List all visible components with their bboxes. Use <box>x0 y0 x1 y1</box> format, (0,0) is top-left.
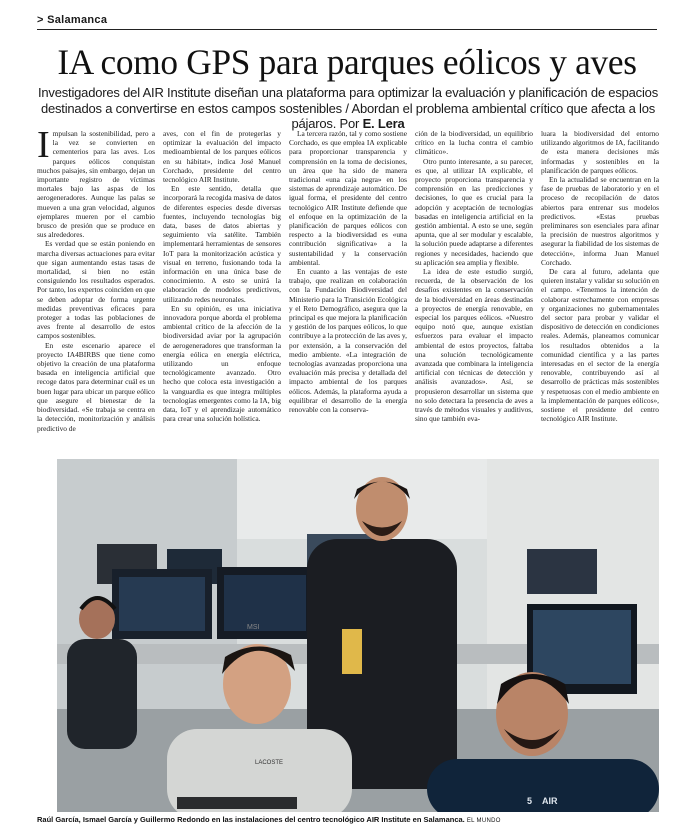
paragraph: Otro punto interesante, a su parecer, es que, al utilizar IA explicable, el proyecto proporciona transparencia y comprensión en las predicciones y decisiones, lo que es crucial para la adopción y aceptación de tecnologías basadas en inteligencia artificial en la gestión ambiental. A esto se une, según apunta, que al ser modular y escalable, la solución puede adaptarse a diferentes regiones y necesidades, haciendo que su aplicación sea amplia y flexible. <box>415 156 533 267</box>
air-logo: AIR <box>542 796 558 806</box>
section-label: > Salamanca <box>37 14 108 26</box>
shirt-number: 5 <box>527 796 533 806</box>
lacoste-logo: LACOSTE <box>255 760 284 766</box>
section-divider <box>37 29 657 30</box>
article-column-2 <box>163 129 281 447</box>
office-photo-illustration <box>57 459 659 812</box>
paragraph: En su opinión, es una iniciativa innovadora porque aborda el problema ambiental crítico de la afección de la biodiversidad aviar por la agrupación de aerogeneradores que transforman la energía eólica en energía eléctrica, utilizando un enfoque tecnológicamente avanzado. Otro hecho que coloca esta investigación a la vanguardia es que integra múltiples tecnologías emergentes como la IA, big data, IoT y el aprendizaje automático para crear una solución holística. <box>163 303 281 424</box>
keyboard <box>177 797 297 809</box>
photo-credit: EL MUNDO <box>466 818 501 824</box>
subheadline <box>37 85 659 132</box>
paragraph: En cuanto a las ventajas de este trabajo, que realizan en colaboración con la Fundación Biodiversidad del Ministerio para la Transición Ecológica y el Reto Demográfico, asegura que la principal es que mejora la planificación y gestión de los parques eólicos, lo que contribuye a la protección de las aves y, por extensión, a la conservación del medio ambiente. «La integración de tecnologías avanzadas proporciona una evaluación más precisa y detallada del impacto ambiental de los parques eólicos. Además, la plataforma ayuda a equilibrar el desarrollo de la energía renovable con la conserva- <box>289 267 407 415</box>
article-body <box>37 129 659 447</box>
paragraph: Impulsan la sostenibilidad, pero a la vez se convierten en cementerios para las aves. Los parques eólicos conquistan muchos paisajes, sin embargo, dejan un importante registro de víctimas mortales bajo las aspas de los aerogeneradores. Aunque las palas se mueven a una gran velocidad, algunos ejemplares mueren por el cambio brusco de presión que se produce en sus alrededores. <box>37 129 155 240</box>
byline: E. Lera <box>362 116 405 131</box>
article-column-4 <box>415 129 533 447</box>
paragraph: De cara al futuro, adelanta que quieren instalar y validar su solución en el campo. «Tenemos la intención de colaborar estrechamente con empresas y organizaciones no gubernamentales del sector para probar y validar el dispositivo de detección en condiciones reales. Además, planeamos comunicar los resultados obtenidos a la comunidad científica y a las partes interesadas en el sector de la energía renovable, contribuyendo así al desarrollo de prácticas más sostenibles y respetuosas con el medio ambiente en la implementación de parques eólicos», sostiene el presidente del centro tecnológico AIR Institute. <box>541 267 659 424</box>
paragraph: En la actualidad se encuentran en la fase de pruebas de laboratorio y en el proceso de recopilación de datos abiertos para entrenar sus modelos predictivos. «Estas pruebas preliminares son esenciales para afinar la precisión de nuestros algoritmos y asegurar la fiabilidad de los sistemas de detección», informa Juan Manuel Corchado. <box>541 175 659 267</box>
article-photo <box>57 459 659 812</box>
article-column-1 <box>37 129 155 447</box>
paragraph: Es verdad que se están poniendo en marcha diversas actuaciones para evitar que sigan aumentando estas tasas de mortalidad, si bien no están consiguiendo los resultados esperados. Por tanto, los expertos coinciden en que se deben adoptar de forma urgente medidas preventivas eficaces para proteger a todas las poblaciones de aves frente al desarrollo de estos campos sostenibles. <box>37 239 155 341</box>
paragraph: aves, con el fin de protegerlas y optimizar la evaluación del impacto medioambiental de los parques eólicos en su hábitat», indica José Manuel Corchado, presidente del centro tecnológico AIR Institute. <box>163 129 281 185</box>
article-column-3 <box>289 129 407 447</box>
paragraph: La idea de este estudio surgió, recuerda, de la observación de los desafíos existentes en la conservación de la biodiversidad en áreas destinadas a proyectos de energía renovable, en especial los parques eólicos. «Nuestro equipo notó que, aunque existían esfuerzos para evaluar el impacto ambiental de estos proyectos, faltaba una solución tecnológicamente avanzada que combinara la inteligencia artificial con técnicas de detección y análisis avanzados». Así, se propusieron desarrollar un sistema que no solo detectara la presencia de aves a través de métodos visuales y auditivos, sino que también eva- <box>415 267 533 424</box>
caption-text: Raúl García, Ismael García y Guillermo Redondo en las instalaciones del centro tecnológico AIR Institute en Salamanca. <box>37 815 465 824</box>
photo-caption <box>37 815 659 826</box>
paragraph: En este escenario aparece el proyecto IA4BIRBS que tiene como objetivo la creación de una plataforma basada en inteligencia artificial que recoge datos para determinar cuál es un buen lugar para ubicar un parque eólico que asegure el bienestar de la biodiversidad. «Se trabaja se centra en la detección, monitorización y análisis predictivo de <box>37 340 155 433</box>
paragraph: La tercera razón, tal y como sostiene Corchado, es que emplea IA explicable para proporcionar transparencia y comprensión en la toma de decisiones, un área que ha sido de manera tradicional «una caja negra» en los sistemas de aprendizaje automático. De igual forma, el presidente del centro tecnológico AIR Institute defiende que el enfoque en la optimización de la planificación de parques eólicos con respecto a la biodiversidad es «una contribución significativa» a la sustentabilidad y la conservación ambiental. <box>289 129 407 267</box>
paragraph: En este sentido, detalla que incorporará la recogida masiva de datos de diferentes especies desde diversas fuentes, incluyendo tecnologías big data, bases de datos abiertas y seguimiento vía satélite. También implementará herramientas de sensores IoT para la monitorización acústica y visual en terreno, fusionando toda la información en una única base de conocimiento. A esto se unirá la elaboración de modelos predictivos, utilizando redes neuronales. <box>163 184 281 304</box>
subheadline-text: Investigadores del AIR Institute diseñan una plataforma para optimizar la evaluación y planificación de espacios destinados a convertirse en estos campos sostenibles / Abordan el problema ambiental crítico que afecta a los pájaros. Por <box>37 85 659 131</box>
monitor <box>527 549 597 594</box>
headline: IA como GPS para parques eólicos y aves <box>57 42 637 82</box>
msi-logo: MSI <box>247 624 260 631</box>
drop-cap: I <box>37 129 50 166</box>
paragraph: ción de la biodiversidad, un equilibrio crítico en la lucha contra el cambio climático». <box>415 129 533 157</box>
paragraph: luara la biodiversidad del entorno utilizando algoritmos de IA, facilitando de esta manera decisiones más informadas y sostenibles en la planificación de parques eólicos. <box>541 129 659 175</box>
article-column-5 <box>541 129 659 447</box>
